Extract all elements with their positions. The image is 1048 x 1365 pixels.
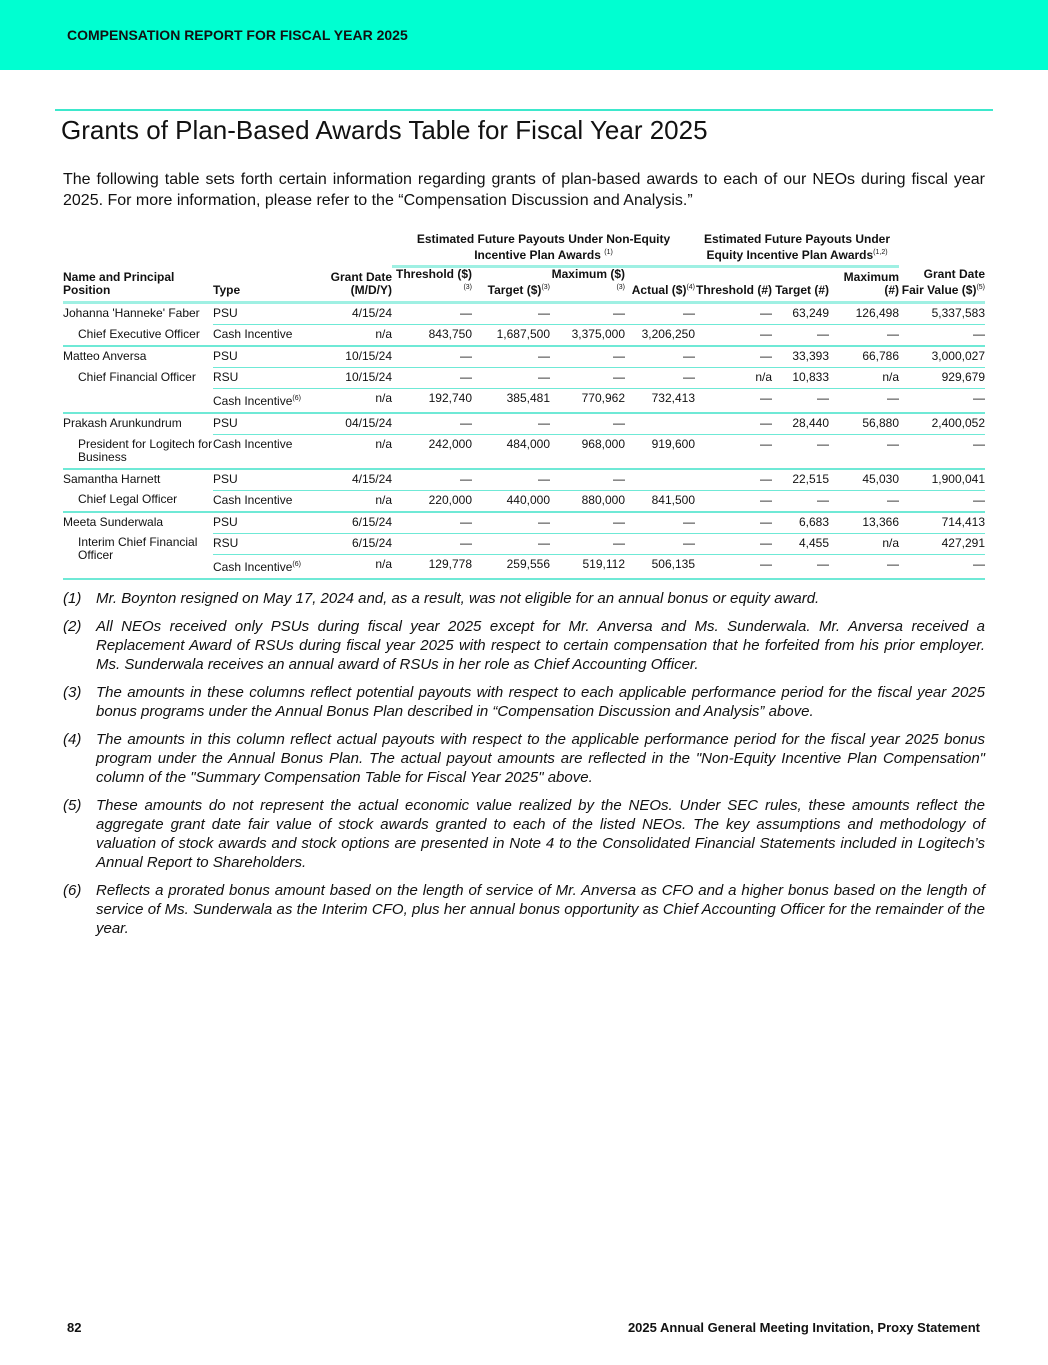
group-header-non-equity: Estimated Future Payouts Under Non-Equity Incentive Plan Awards $^{(1)}$ [392, 233, 695, 267]
cell-value: — [625, 368, 695, 389]
cell-value: 385,481 [472, 389, 550, 414]
award-type: Cash Incentive [213, 490, 325, 512]
cell-value: — [695, 512, 772, 534]
cell-value: — [829, 435, 899, 469]
cell-value [625, 469, 695, 491]
cell-value: 6,683 [772, 512, 829, 534]
footnotes [63, 589, 985, 947]
cell-value: 2,400,052 [899, 413, 985, 435]
cell-value: — [472, 512, 550, 534]
cell-value: — [392, 512, 472, 534]
person-position: Chief Executive Officer [63, 325, 213, 347]
cell-value: n/a [325, 490, 392, 512]
cell-value: — [899, 389, 985, 414]
column-header: Threshold (#) [695, 267, 772, 303]
cell-value: 129,778 [392, 554, 472, 579]
column-header: Grant Date Fair Value ($)$^{(5)}$ [899, 267, 985, 303]
footnote [63, 617, 985, 674]
person-position: Chief Legal Officer [63, 490, 213, 512]
cell-value: — [695, 490, 772, 512]
cell-value: — [695, 325, 772, 347]
cell-value: — [695, 469, 772, 491]
cell-value: — [550, 469, 625, 491]
footnote-number: (4) [63, 731, 82, 748]
cell-value: 259,556 [472, 554, 550, 579]
cell-value: 732,413 [625, 389, 695, 414]
cell-value: 56,880 [829, 413, 899, 435]
cell-value: — [550, 413, 625, 435]
cell-value: — [472, 413, 550, 435]
footnote [63, 589, 985, 608]
cell-value: 192,740 [392, 389, 472, 414]
cell-value: 519,112 [550, 554, 625, 579]
cell-value: — [550, 533, 625, 554]
footnote [63, 683, 985, 721]
table-row [63, 512, 985, 534]
cell-value: 5,337,583 [899, 303, 985, 325]
award-type: RSU [213, 368, 325, 389]
cell-value: 04/15/24 [325, 413, 392, 435]
cell-value: — [550, 512, 625, 534]
cell-value: — [472, 303, 550, 325]
cell-value: 10,833 [772, 368, 829, 389]
cell-value: 841,500 [625, 490, 695, 512]
footnote [63, 796, 985, 872]
cell-value: 770,962 [550, 389, 625, 414]
cell-value: 3,375,000 [550, 325, 625, 347]
cell-value: 3,206,250 [625, 325, 695, 347]
footnote-text: The amounts in this column reflect actual payouts with respect to the applicable performance period for the fiscal year 2025 bonus program under the Annual Bonus Plan. The actual payout amounts are reflected in the "Non-Equity Incentive Plan Compensation" column of the "Summary Compensation Table for Fiscal Year 2025" above. [96, 731, 985, 786]
cell-value: — [772, 490, 829, 512]
cell-value: — [392, 303, 472, 325]
column-header: Grant Date (M/D/Y) [325, 267, 392, 303]
award-type: PSU [213, 303, 325, 325]
footnote-text: Reflects a prorated bonus amount based on the length of service of Mr. Anversa as CFO and a higher bonus based on the length of service of Ms. Sunderwala as the Interim CFO, plus her annual bonus opportunity as Chief Accounting Officer for the remainder of the year. [96, 882, 985, 937]
cell-value: n/a [695, 368, 772, 389]
cell-value: — [695, 389, 772, 414]
cell-value: 1,687,500 [472, 325, 550, 347]
cell-value: 220,000 [392, 490, 472, 512]
footnote [63, 730, 985, 787]
cell-value: — [695, 303, 772, 325]
footnote-number: (2) [63, 618, 82, 635]
cell-value: — [550, 303, 625, 325]
cell-value: — [392, 469, 472, 491]
cell-value: — [829, 554, 899, 579]
cell-value: — [829, 490, 899, 512]
cell-value: — [772, 325, 829, 347]
cell-value: — [899, 325, 985, 347]
group-header-equity: Estimated Future Payouts Under Equity Incentive Plan Awards$^{(1,2)}$ [695, 233, 899, 267]
footnote-text: These amounts do not represent the actual economic value realized by the NEOs. Under SEC rules, these amounts reflect the aggregate grant date fair value of stock awards granted to each of the listed NEOs. The key assumptions and methodology of valuation of stock awards and stock options are presented in Note 4 to the Consolidated Financial Statements included in Logitech’s Annual Report to Shareholders. [96, 797, 985, 871]
cell-value: — [829, 325, 899, 347]
cell-value: — [772, 435, 829, 469]
footnote-text: Mr. Boynton resigned on May 17, 2024 and, as a result, was not eligible for an annual bonus or equity award. [96, 590, 820, 607]
cell-value: 929,679 [899, 368, 985, 389]
award-type: Cash Incentive$^{(6)}$ [213, 389, 325, 414]
cell-value: 6/15/24 [325, 512, 392, 534]
award-type: PSU [213, 512, 325, 534]
footnote-number: (1) [63, 590, 82, 607]
cell-value: 10/15/24 [325, 368, 392, 389]
cell-value: — [772, 389, 829, 414]
cell-value: 22,515 [772, 469, 829, 491]
intro-paragraph: The following table sets forth certain information regarding grants of plan-based awards to each of our NEOs during fiscal year 2025. For more information, please refer to the “Compensation Discussion and Analysis.” [63, 171, 985, 209]
cell-value: — [392, 413, 472, 435]
title-rule [55, 109, 993, 111]
cell-value: 45,030 [829, 469, 899, 491]
award-type: PSU [213, 346, 325, 368]
cell-value: 4,455 [772, 533, 829, 554]
cell-value: n/a [829, 533, 899, 554]
cell-value: 126,498 [829, 303, 899, 325]
cell-value: — [772, 554, 829, 579]
cell-value: 28,440 [772, 413, 829, 435]
cell-value: n/a [325, 389, 392, 414]
cell-value: 6/15/24 [325, 533, 392, 554]
footnote-text: The amounts in these columns reflect potential payouts with respect to each applicable performance period for the fiscal year 2025 bonus programs under the Annual Bonus Plan described in “Compensation Discussion and Analysis” above. [96, 684, 985, 720]
award-type: Cash Incentive [213, 435, 325, 469]
cell-value: 242,000 [392, 435, 472, 469]
cell-value: 427,291 [899, 533, 985, 554]
page-title: Grants of Plan-Based Awards Table for Fiscal Year 2025 [61, 115, 708, 145]
person-name: Johanna 'Hanneke' Faber [63, 306, 200, 320]
person-name: Prakash Arunkundrum [63, 416, 182, 430]
column-header: Threshold ($)$^{(3)}$ [392, 267, 472, 303]
cell-value: — [392, 368, 472, 389]
cell-value: 4/15/24 [325, 469, 392, 491]
cell-value: 880,000 [550, 490, 625, 512]
footnote-number: (3) [63, 684, 82, 701]
person-name: Matteo Anversa [63, 349, 147, 363]
cell-value [625, 413, 695, 435]
cell-value: — [695, 435, 772, 469]
cell-value: n/a [325, 435, 392, 469]
cell-value: — [625, 303, 695, 325]
cell-value: — [472, 368, 550, 389]
cell-value: — [550, 346, 625, 368]
cell-value: 66,786 [829, 346, 899, 368]
cell-value: 13,366 [829, 512, 899, 534]
cell-value: 4/15/24 [325, 303, 392, 325]
column-header: Maximum ($)$^{(3)}$ [550, 267, 625, 303]
column-header: Maximum (#) [829, 267, 899, 303]
footnote-text: All NEOs received only PSUs during fiscal year 2025 except for Mr. Anversa and Ms. Sunderwala. Mr. Anversa received a Replacement Award of RSUs during fiscal year 2025 with respect to certain compensation that he forfeited from his prior employer. Ms. Sunderwala receives an annual award of RSUs in her role as Chief Accounting Officer. [96, 618, 985, 673]
column-header: Target ($)$^{(3)}$ [472, 267, 550, 303]
cell-value: — [625, 346, 695, 368]
column-header: Actual ($)$^{(4)}$ [625, 267, 695, 303]
award-type: RSU [213, 533, 325, 554]
person-position: President for Logitech for Business [63, 435, 213, 469]
footnote-number: (5) [63, 797, 82, 814]
cell-value: — [899, 554, 985, 579]
grants-table [63, 233, 985, 580]
table-row [63, 435, 985, 469]
cell-value: — [625, 533, 695, 554]
cell-value: 10/15/24 [325, 346, 392, 368]
table-row [63, 303, 985, 325]
table-row [63, 490, 985, 512]
award-type: PSU [213, 413, 325, 435]
cell-value: — [392, 533, 472, 554]
person-position: Interim Chief Financial Officer [63, 533, 213, 579]
cell-value: 714,413 [899, 512, 985, 534]
cell-value: — [695, 346, 772, 368]
cell-value: 33,393 [772, 346, 829, 368]
cell-value: 506,135 [625, 554, 695, 579]
award-type: PSU [213, 469, 325, 491]
column-header: Type [213, 267, 325, 303]
person-position: Chief Financial Officer [63, 368, 213, 414]
column-header: Target (#) [772, 267, 829, 303]
person-name: Samantha Harnett [63, 471, 161, 486]
cell-value: — [899, 490, 985, 512]
cell-value: 3,000,027 [899, 346, 985, 368]
cell-value: n/a [325, 554, 392, 579]
cell-value: n/a [325, 325, 392, 347]
cell-value: — [392, 346, 472, 368]
section-title: COMPENSATION REPORT FOR FISCAL YEAR 2025 [67, 27, 408, 43]
cell-value: — [695, 413, 772, 435]
cell-value: — [550, 368, 625, 389]
cell-value: 63,249 [772, 303, 829, 325]
cell-value: — [695, 554, 772, 579]
footnote-number: (6) [63, 882, 82, 899]
table-row [63, 413, 985, 435]
footer-doc-title: 2025 Annual General Meeting Invitation, Proxy Statement [627, 1320, 980, 1335]
table-row [63, 346, 985, 368]
award-type: Cash Incentive$^{(6)}$ [213, 554, 325, 579]
award-type: Cash Incentive [213, 325, 325, 347]
table-row [63, 368, 985, 389]
footnote [63, 881, 985, 938]
cell-value: — [695, 533, 772, 554]
cell-value: 968,000 [550, 435, 625, 469]
column-header: Name and Principal Position [63, 267, 213, 303]
page-number: 82 [67, 1320, 82, 1335]
cell-value: 919,600 [625, 435, 695, 469]
table-row [63, 325, 985, 347]
cell-value: n/a [829, 368, 899, 389]
cell-value: — [899, 435, 985, 469]
cell-value: — [472, 469, 550, 491]
cell-value: — [472, 346, 550, 368]
person-name: Meeta Sunderwala [63, 514, 164, 529]
cell-value: — [625, 512, 695, 534]
table-row [63, 469, 985, 491]
cell-value: 484,000 [472, 435, 550, 469]
table-row [63, 533, 985, 554]
cell-value: — [472, 533, 550, 554]
cell-value: 1,900,041 [899, 469, 985, 491]
cell-value: 440,000 [472, 490, 550, 512]
cell-value: 843,750 [392, 325, 472, 347]
cell-value: — [829, 389, 899, 414]
header-band [0, 0, 1048, 70]
